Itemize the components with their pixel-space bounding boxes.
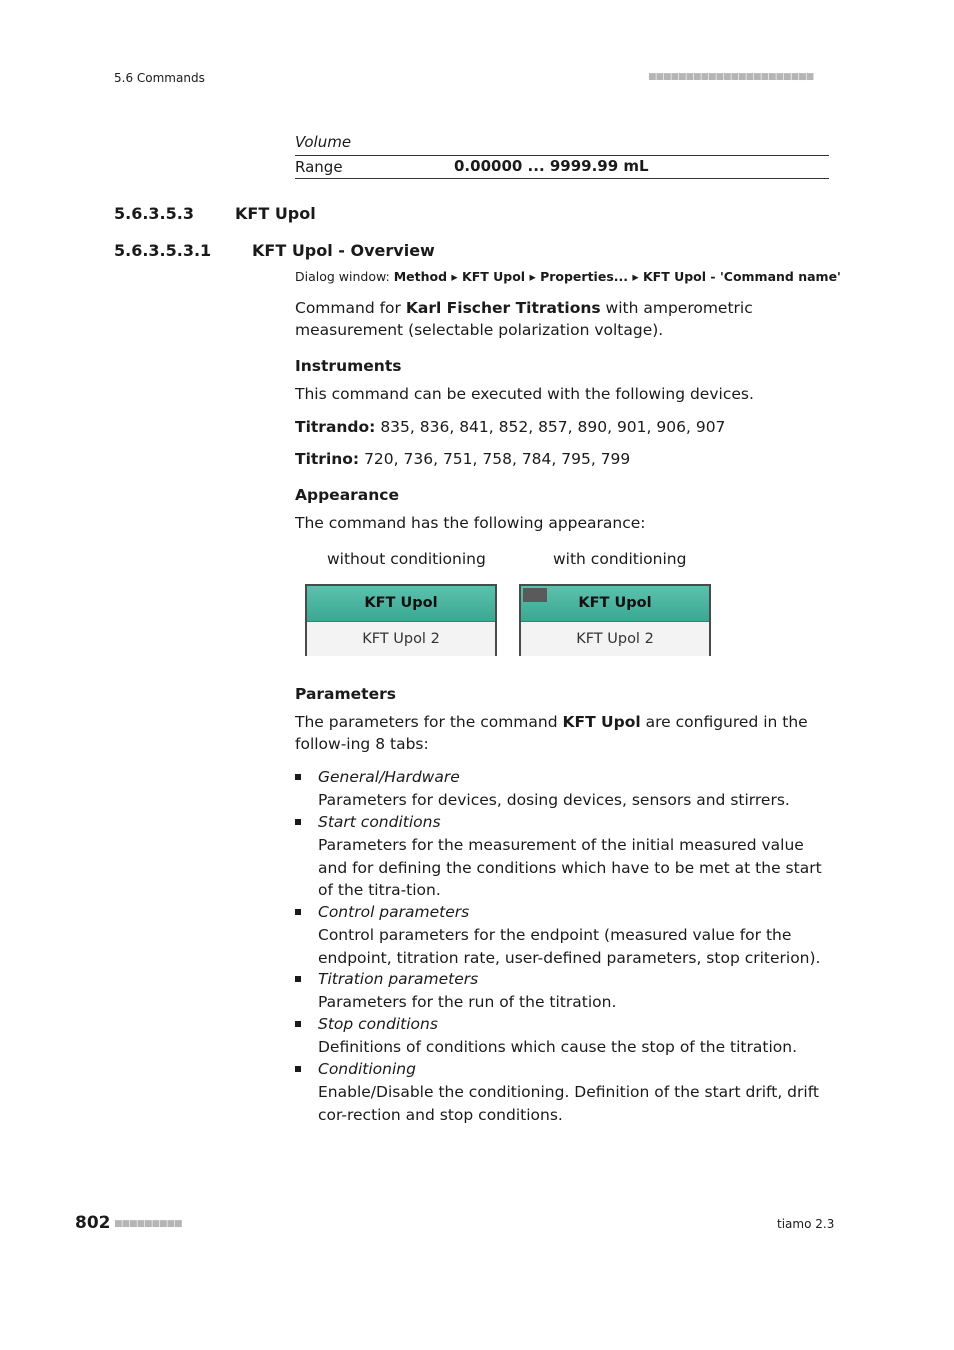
conditioning-indicator-icon <box>523 588 547 602</box>
tab-name: Titration parameters <box>318 970 479 988</box>
bullet-icon <box>295 819 301 825</box>
tab-description: Enable/Disable the conditioning. Definition of the start drift, drift cor-rection and stop conditions. <box>318 1083 819 1124</box>
tab-description: Parameters for the run of the titration. <box>318 993 617 1011</box>
tab-description: Definitions of conditions which cause the stop of the titration. <box>318 1038 798 1056</box>
tab-name: Control parameters <box>318 903 470 921</box>
caption-without-conditioning: without conditioning <box>327 550 486 568</box>
page-number: 802 <box>75 1213 111 1233</box>
parameters-paragraph <box>295 711 829 755</box>
command-box-without-conditioning <box>305 584 497 656</box>
instruments-heading: Instruments <box>295 357 402 375</box>
bullet-icon <box>295 976 301 982</box>
titrando-label: Titrando: <box>295 418 376 436</box>
range-value: 0.00000 ... 9999.99 mL <box>454 157 649 175</box>
dialog-menu-path: Method ▸ KFT Upol ▸ Properties... ▸ KFT Upol - 'Command name' <box>393 269 841 284</box>
intro-paragraph <box>295 297 829 341</box>
intro-text-bold: Karl Fischer Titrations <box>405 299 601 317</box>
table-title: Volume <box>295 133 352 151</box>
product-name: tiamo 2.3 <box>777 1217 835 1231</box>
parameters-text-pre: The parameters for the command <box>295 713 563 731</box>
command-box-title: KFT Upol <box>521 586 709 622</box>
intro-text-post: with amperometric measurement (selectable polarization voltage). <box>295 299 753 339</box>
appearance-heading: Appearance <box>295 486 399 504</box>
section-number: 5.6.3.5.3 <box>114 204 194 223</box>
caption-with-conditioning: with conditioning <box>553 550 687 568</box>
titrando-models: 835, 836, 841, 852, 857, 890, 901, 906, 907 <box>375 418 726 436</box>
intro-text-pre: Command for <box>295 299 406 317</box>
command-box-subtitle: KFT Upol 2 <box>307 622 495 656</box>
bullet-icon <box>295 1021 301 1027</box>
command-box-with-conditioning <box>519 584 711 656</box>
tab-description: Parameters for the measurement of the initial measured value and for defining the conditions which have to be met at the start of the titra-tion. <box>318 836 822 899</box>
command-box-title: KFT Upol <box>307 586 495 622</box>
command-box-subtitle: KFT Upol 2 <box>521 622 709 656</box>
appearance-text: The command has the following appearance: <box>295 514 646 532</box>
bullet-icon <box>295 909 301 915</box>
running-header-section: 5.6 Commands <box>114 71 205 85</box>
running-header-dots: ■■■■■■■■■■■■■■■■■■■■■■ <box>648 72 814 82</box>
section-heading-kft-upol <box>114 204 316 223</box>
table-rule-bottom <box>295 178 829 179</box>
tab-description: Parameters for devices, dosing devices, sensors and stirrers. <box>318 791 790 809</box>
section-title: KFT Upol <box>235 204 316 223</box>
instruments-text: This command can be executed with the following devices. <box>295 385 754 403</box>
titrino-line <box>295 448 829 470</box>
bullet-icon <box>295 774 301 780</box>
parameters-heading: Parameters <box>295 685 396 703</box>
section-title: KFT Upol - Overview <box>252 241 435 260</box>
tab-name: Stop conditions <box>318 1015 438 1033</box>
tab-name: Start conditions <box>318 813 441 831</box>
titrino-label: Titrino: <box>295 450 360 468</box>
dialog-prefix: Dialog window: <box>295 269 394 284</box>
titrino-models: 720, 736, 751, 758, 784, 795, 799 <box>359 450 631 468</box>
section-number: 5.6.3.5.3.1 <box>114 241 212 260</box>
parameters-text-post: are configured in the follow-ing 8 tabs: <box>295 713 808 753</box>
range-label: Range <box>295 158 343 176</box>
bullet-icon <box>295 1066 301 1072</box>
tab-name: Conditioning <box>318 1060 416 1078</box>
parameters-text-bold: KFT Upol <box>562 713 641 731</box>
dialog-path <box>295 269 841 284</box>
table-rule-top <box>295 155 829 156</box>
footer-dots: ■■■■■■■■■ <box>114 1219 182 1229</box>
titrando-line <box>295 416 829 438</box>
section-heading-overview <box>114 241 435 260</box>
tab-description: Control parameters for the endpoint (measured value for the endpoint, titration rate, user-defined parameters, stop criterion). <box>318 926 821 967</box>
tab-name: General/Hardware <box>318 768 460 786</box>
